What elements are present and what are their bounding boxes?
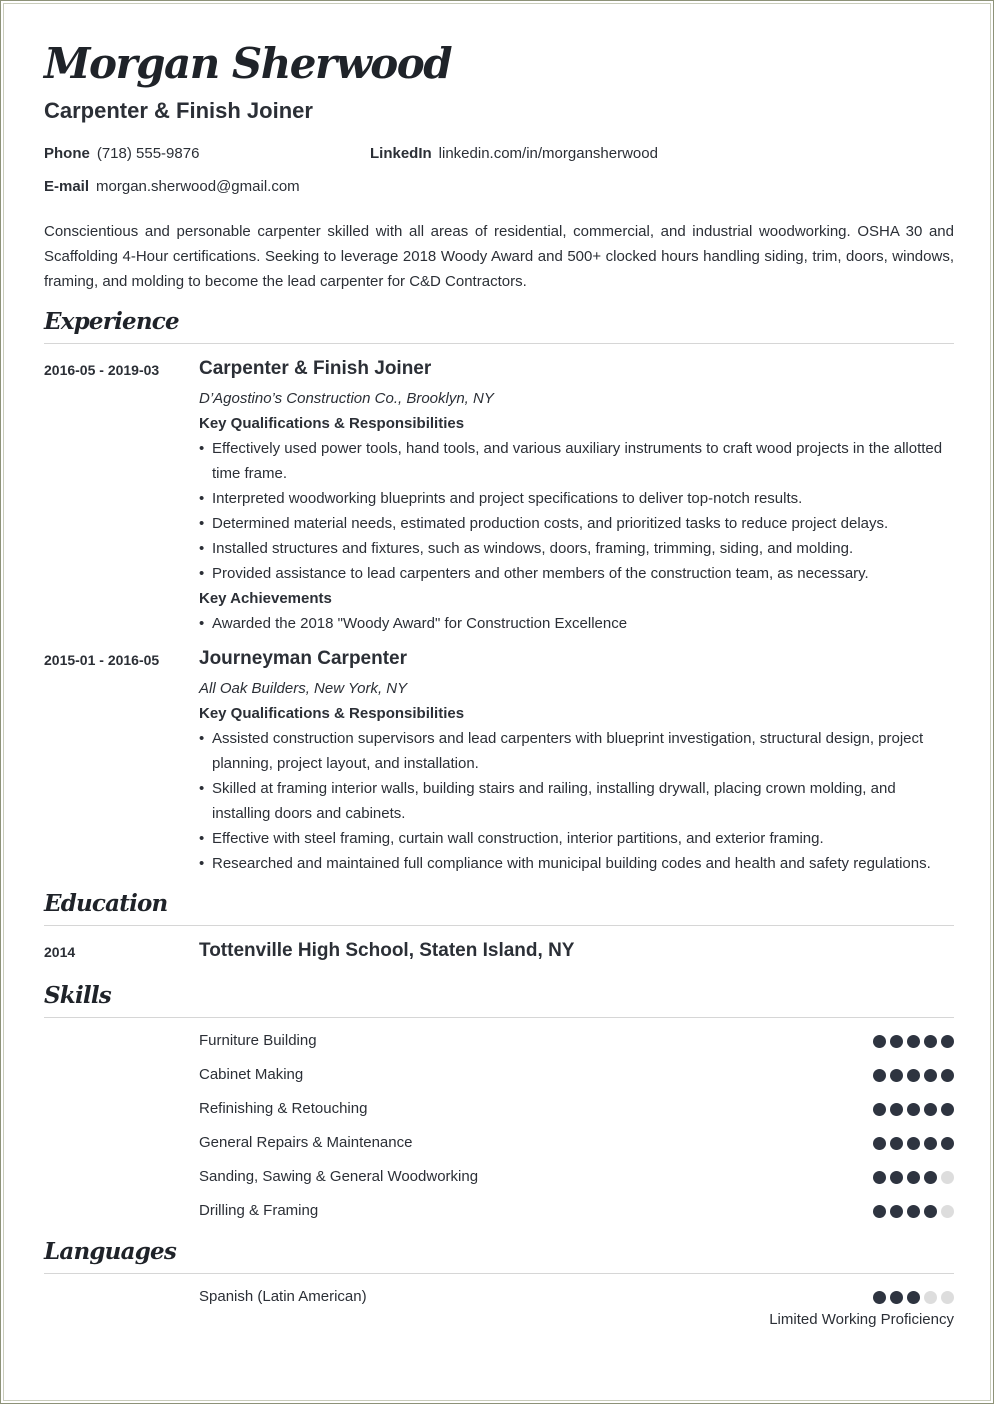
rating-dot-filled [873,1103,886,1116]
education-year: 2014 [44,944,76,960]
rating-dot-filled [890,1035,903,1048]
skill-name: Refinishing & Retouching [199,1100,368,1117]
rating-dot-empty [941,1205,954,1218]
rating-dot-filled [873,1137,886,1150]
contact-phone [44,145,199,162]
rating-dot-filled [941,1035,954,1048]
job-company: All Oak Builders, New York, NY [199,680,408,697]
section-title-skills: Skills [44,982,111,1009]
rating-dot-filled [924,1069,937,1082]
job-dates: 2015-01 - 2016-05 [44,652,160,668]
rating-dot-filled [873,1171,886,1184]
rating-dot-filled [907,1069,920,1082]
candidate-name: Morgan Sherwood [44,39,452,88]
skill-name: General Repairs & Maintenance [199,1134,413,1151]
rating-dot-filled [890,1205,903,1218]
skill-rating [873,1171,954,1184]
responsibilities-list [199,726,954,876]
list-item: • Researched and maintained full compliance with municipal building codes and health and safety regulations. [199,851,954,876]
list-item: • Effectively used power tools, hand tools, and various auxiliary instruments to craft wood projects in the allotted time frame. [199,436,954,486]
rating-dot-filled [907,1205,920,1218]
section-divider [44,925,954,926]
skill-name: Cabinet Making [199,1066,304,1083]
contact-label: LinkedIn [370,145,432,162]
list-item: • Interpreted woodworking blueprints and project specifications to deliver top-notch results. [199,486,954,511]
language-rating [873,1291,954,1304]
rating-dot-filled [941,1069,954,1082]
skill-name: Drilling & Framing [199,1202,319,1219]
qualifications-heading: Key Qualifications & Responsibilities [199,415,465,432]
skill-rating [873,1103,954,1116]
contact-label: E-mail [44,178,90,195]
contact-value: linkedin.com/in/morgansherwood [438,145,658,162]
section-title-education: Education [44,890,168,917]
rating-dot-filled [890,1291,903,1304]
job-dates: 2016-05 - 2019-03 [44,362,160,378]
skill-rating [873,1035,954,1048]
contact-label: Phone [44,145,90,162]
contact-email [44,178,300,195]
rating-dot-filled [941,1137,954,1150]
skill-rating [873,1069,954,1082]
list-item: • Installed structures and fixtures, such as windows, doors, framing, trimming, siding, and molding. [199,536,954,561]
section-divider [44,1273,954,1274]
language-name: Spanish (Latin American) [199,1288,367,1305]
rating-dot-filled [907,1137,920,1150]
qualifications-heading: Key Qualifications & Responsibilities [199,705,465,722]
rating-dot-filled [924,1035,937,1048]
rating-dot-filled [924,1205,937,1218]
rating-dot-empty [941,1171,954,1184]
rating-dot-filled [873,1035,886,1048]
list-item: • Awarded the 2018 "Woody Award" for Construction Excellence [199,611,954,636]
rating-dot-filled [907,1171,920,1184]
candidate-title: Carpenter & Finish Joiner [44,98,313,123]
section-divider [44,1017,954,1018]
education-school: Tottenville High School, Staten Island, NY [199,940,575,961]
rating-dot-filled [873,1291,886,1304]
rating-dot-filled [924,1137,937,1150]
achievements-heading: Key Achievements [199,590,332,607]
contact-linkedin [370,145,658,162]
list-item: • Skilled at framing interior walls, building stairs and railing, installing drywall, placing crown molding, and installing doors and cabinets. [199,776,954,826]
rating-dot-filled [873,1069,886,1082]
profile-summary: Conscientious and personable carpenter skilled with all areas of residential, commercial, and industrial woodworking. OSHA 30 and Scaffolding 4-Hour certifications. Seeking to leverage 2018 Woody Award and 500+ clocked hours handling siding, trim, doors, windows, framing, and molding to become the lead carpenter for C&D Contractors. [44,223,954,290]
contact-value: morgan.sherwood@gmail.com [96,178,300,195]
list-item: • Assisted construction supervisors and lead carpenters with blueprint investigation, structural design, project planning, project layout, and installation. [199,726,954,776]
rating-dot-empty [924,1291,937,1304]
section-title-experience: Experience [44,308,179,335]
achievements-list [199,611,954,636]
rating-dot-filled [924,1103,937,1116]
skill-rating [873,1137,954,1150]
section-divider [44,343,954,344]
responsibilities-list [199,436,954,586]
rating-dot-filled [890,1069,903,1082]
rating-dot-filled [907,1035,920,1048]
list-item: • Determined material needs, estimated production costs, and prioritized tasks to reduce project delays. [199,511,954,536]
skill-rating [873,1205,954,1218]
job-title: Journeyman Carpenter [199,648,408,669]
list-item: • Provided assistance to lead carpenters and other members of the construction team, as necessary. [199,561,954,586]
rating-dot-empty [941,1291,954,1304]
rating-dot-filled [907,1291,920,1304]
skill-name: Sanding, Sawing & General Woodworking [199,1168,479,1185]
rating-dot-filled [907,1103,920,1116]
skill-name: Furniture Building [199,1032,317,1049]
rating-dot-filled [924,1171,937,1184]
section-title-languages: Languages [44,1238,176,1265]
job-title: Carpenter & Finish Joiner [199,358,432,379]
rating-dot-filled [890,1171,903,1184]
rating-dot-filled [941,1103,954,1116]
contact-value: (718) 555-9876 [96,145,200,162]
job-company: D’Agostino’s Construction Co., Brooklyn, NY [199,390,494,407]
rating-dot-filled [873,1205,886,1218]
rating-dot-filled [890,1137,903,1150]
rating-dot-filled [890,1103,903,1116]
language-proficiency: Limited Working Proficiency [769,1311,954,1328]
list-item: • Effective with steel framing, curtain wall construction, interior partitions, and exterior framing. [199,826,954,851]
